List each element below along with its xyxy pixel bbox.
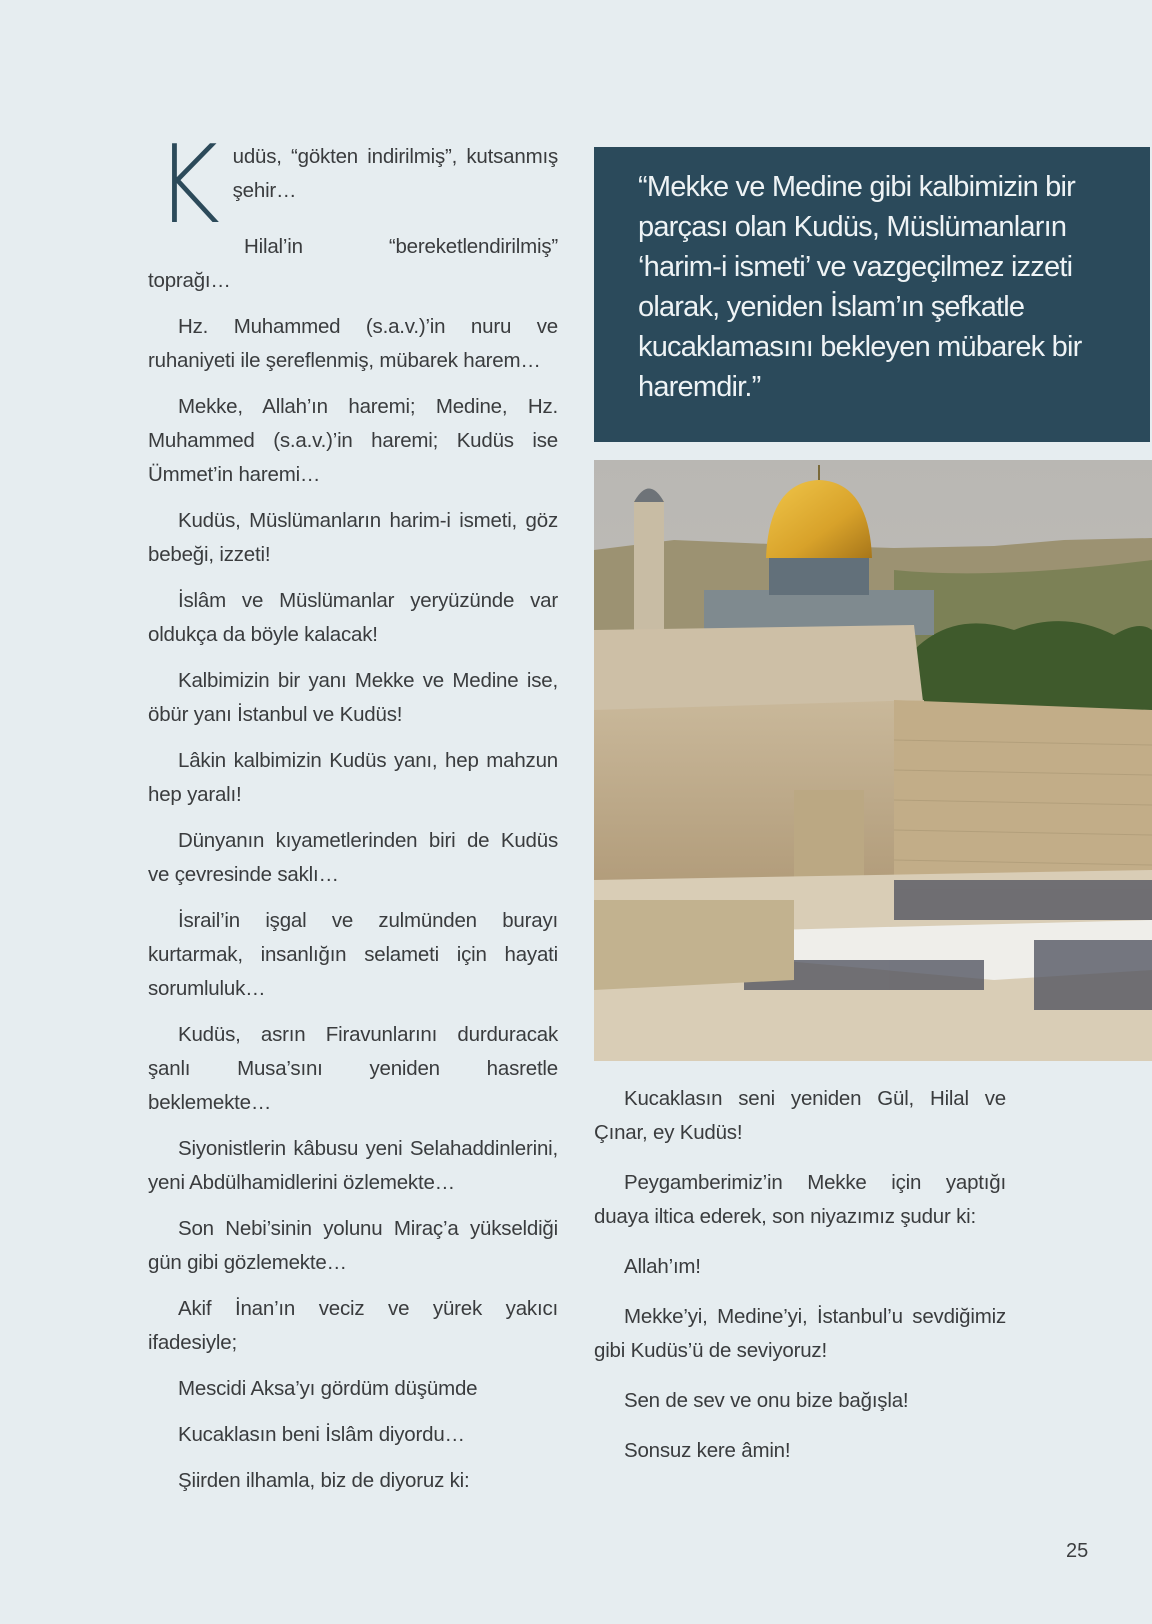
paragraph: Mekke, Allah’ın haremi; Medine, Hz. Muhammed (s.a.v.)’in haremi; Kudüs ise Ümmet’in haremi…: [148, 395, 558, 486]
page-number: 25: [1066, 1540, 1089, 1562]
pull-quote-text: “Mekke ve Medine gibi kalbimizin bir parçası olan Kudüs, Müslümanların ‘harim-i ismeti’ ve vazgeçilmez izzeti olarak, yeniden İslam’ın şefkatle kucaklamasını bekleyen mübarek bir haremdir.”: [638, 171, 1082, 403]
first-paragraph: [148, 123, 558, 248]
lower-wall: [594, 900, 794, 990]
photo-illustration: [594, 460, 1152, 1061]
drum: [769, 555, 869, 595]
paragraph: Hilal’in “bereketlendirilmiş” toprağı…: [148, 235, 558, 292]
western-wall: [894, 700, 1152, 890]
poem-line: Kucaklasın beni İslâm diyordu…: [178, 1423, 465, 1446]
left-column: [148, 123, 558, 1510]
paragraph: Allah’ım!: [624, 1255, 701, 1278]
paragraph: Kucaklasın seni yeniden Gül, Hilal ve Çınar, ey Kudüs!: [594, 1087, 1006, 1144]
paragraph: Siyonistlerin kâbusu yeni Selahaddinlerini, yeni Abdülhamidlerini özlemekte…: [148, 1137, 558, 1194]
paragraph: İslâm ve Müslümanlar yeryüzünde var oldukça da böyle kalacak!: [148, 589, 558, 646]
pull-quote-box: [594, 147, 1150, 442]
paragraph: Sen de sev ve onu bize bağışla!: [624, 1389, 909, 1412]
paragraph: Sonsuz kere âmin!: [624, 1439, 791, 1462]
first-paragraph-text: udüs, “gökten indirilmiş”, kutsanmış şehir…: [232, 145, 558, 202]
paragraph: Kudüs, asrın Firavunlarını durduracak şanlı Musa’sını yeniden hasretle beklemekte…: [148, 1023, 558, 1114]
stone-buildings: [594, 700, 924, 900]
jerusalem-photo: [594, 460, 1152, 1061]
paragraph: Kalbimizin bir yanı Mekke ve Medine ise, öbür yanı İstanbul ve Kudüs!: [148, 669, 558, 726]
paragraph: Kudüs, Müslümanların harim-i ismeti, göz bebeği, izzeti!: [148, 509, 558, 566]
paragraph: Lâkin kalbimizin Kudüs yanı, hep mahzun hep yaralı!: [148, 749, 558, 806]
paragraph: Dünyanın kıyametlerinden biri de Kudüs ve çevresinde saklı…: [148, 829, 558, 886]
paragraph: Şiirden ilhamla, biz de diyoruz ki:: [178, 1469, 470, 1492]
paragraph: İsrail’in işgal ve zulmünden burayı kurtarmak, insanlığın selameti için hayati sorumluluk…: [148, 909, 558, 1000]
minaret: [634, 500, 664, 630]
paragraph: Mekke’yi, Medine’yi, İstanbul’u sevdiğimiz gibi Kudüs’ü de seviyoruz!: [594, 1305, 1006, 1362]
paragraph: Hz. Muhammed (s.a.v.)’in nuru ve ruhaniyeti ile şereflenmiş, mübarek harem…: [148, 315, 558, 372]
drop-cap: K: [154, 123, 220, 248]
paragraph: Akif İnan’ın veciz ve yürek yakıcı ifadesiyle;: [148, 1297, 558, 1354]
paragraph: Peygamberimiz’in Mekke için yaptığı duaya iltica ederek, son niyazımız şudur ki:: [594, 1171, 1006, 1228]
poem-line: Mescidi Aksa’yı gördüm düşümde: [178, 1377, 478, 1400]
right-column: [594, 1082, 1006, 1484]
paragraph: Son Nebi’sinin yolunu Miraç’a yükseldiği gün gibi gözlemekte…: [148, 1217, 558, 1274]
